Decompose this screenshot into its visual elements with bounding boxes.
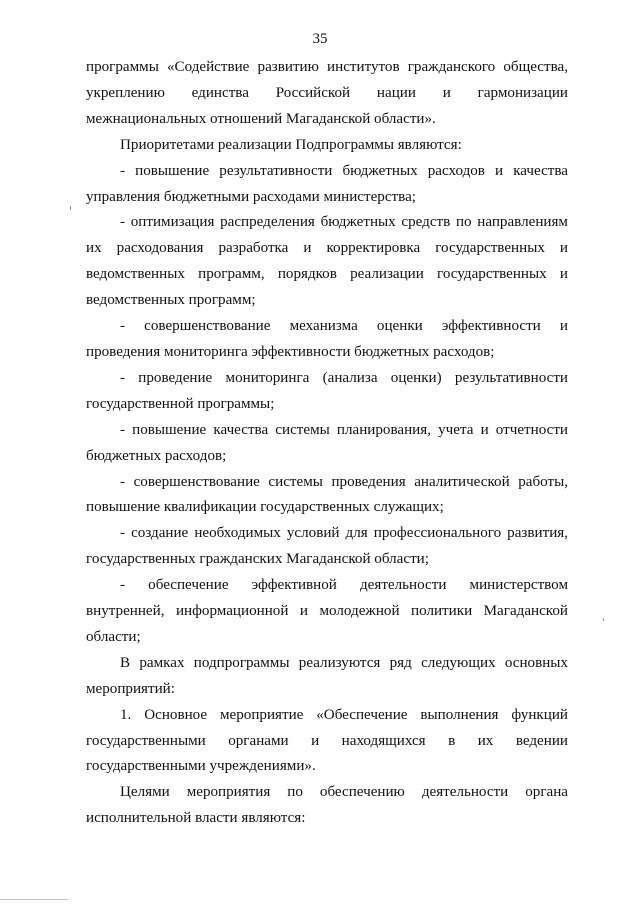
paragraph-11: В рамках подпрограммы реализуются ряд следующих основных мероприятий:: [86, 654, 568, 697]
scan-speck: [603, 618, 604, 621]
paragraph-5: - совершенствование механизма оценки эффективности и проведения мониторинга эффективности бюджетных расходов;: [86, 318, 568, 360]
paragraph-3: - повышение результативности бюджетных расходов и качества управления бюджетными расходами министерства;: [86, 162, 568, 205]
paragraph-6: - проведение мониторинга (анализа оценки) результативности государственной программы;: [86, 369, 568, 412]
paragraph-12: 1. Основное мероприятие «Обеспечение выполнения функций государственными органами и находящихся в их ведении государственными учреждениями».: [86, 706, 568, 775]
paragraph-13: Целями мероприятия по обеспечению деятельности органа исполнительной власти являются:: [86, 784, 568, 827]
document-body: [86, 55, 568, 832]
paragraph-2: Приоритетами реализации Подпрограммы являются:: [120, 136, 462, 153]
paragraph-8: - совершенствование системы проведения аналитической работы, повышение квалификации государственных служащих;: [86, 473, 568, 516]
paragraph-7: - повышение качества системы планирования, учета и отчетности бюджетных расходов;: [86, 421, 568, 464]
page-number: 35: [312, 31, 328, 47]
paragraph-10: - обеспечение эффективной деятельности министерством внутренней, информационной и молодежной политики Магаданской области;: [86, 577, 568, 645]
scan-edge-line: [0, 899, 68, 900]
scan-speck: [70, 206, 71, 210]
paragraph-1: программы «Содействие развитию институтов гражданского общества, укреплению единства Российской нации и гармонизации межнациональных отношений Магаданской области».: [86, 59, 568, 127]
paragraph-4: - оптимизация распределения бюджетных средств по направлениям их расходования разработка и корректировка государственных и ведомственных программ, порядков реализации государственных и ведомственных программ;: [86, 214, 568, 309]
paragraph-9: - создание необходимых условий для профессионального развития, государственных гражданских Магаданской области;: [86, 525, 568, 568]
